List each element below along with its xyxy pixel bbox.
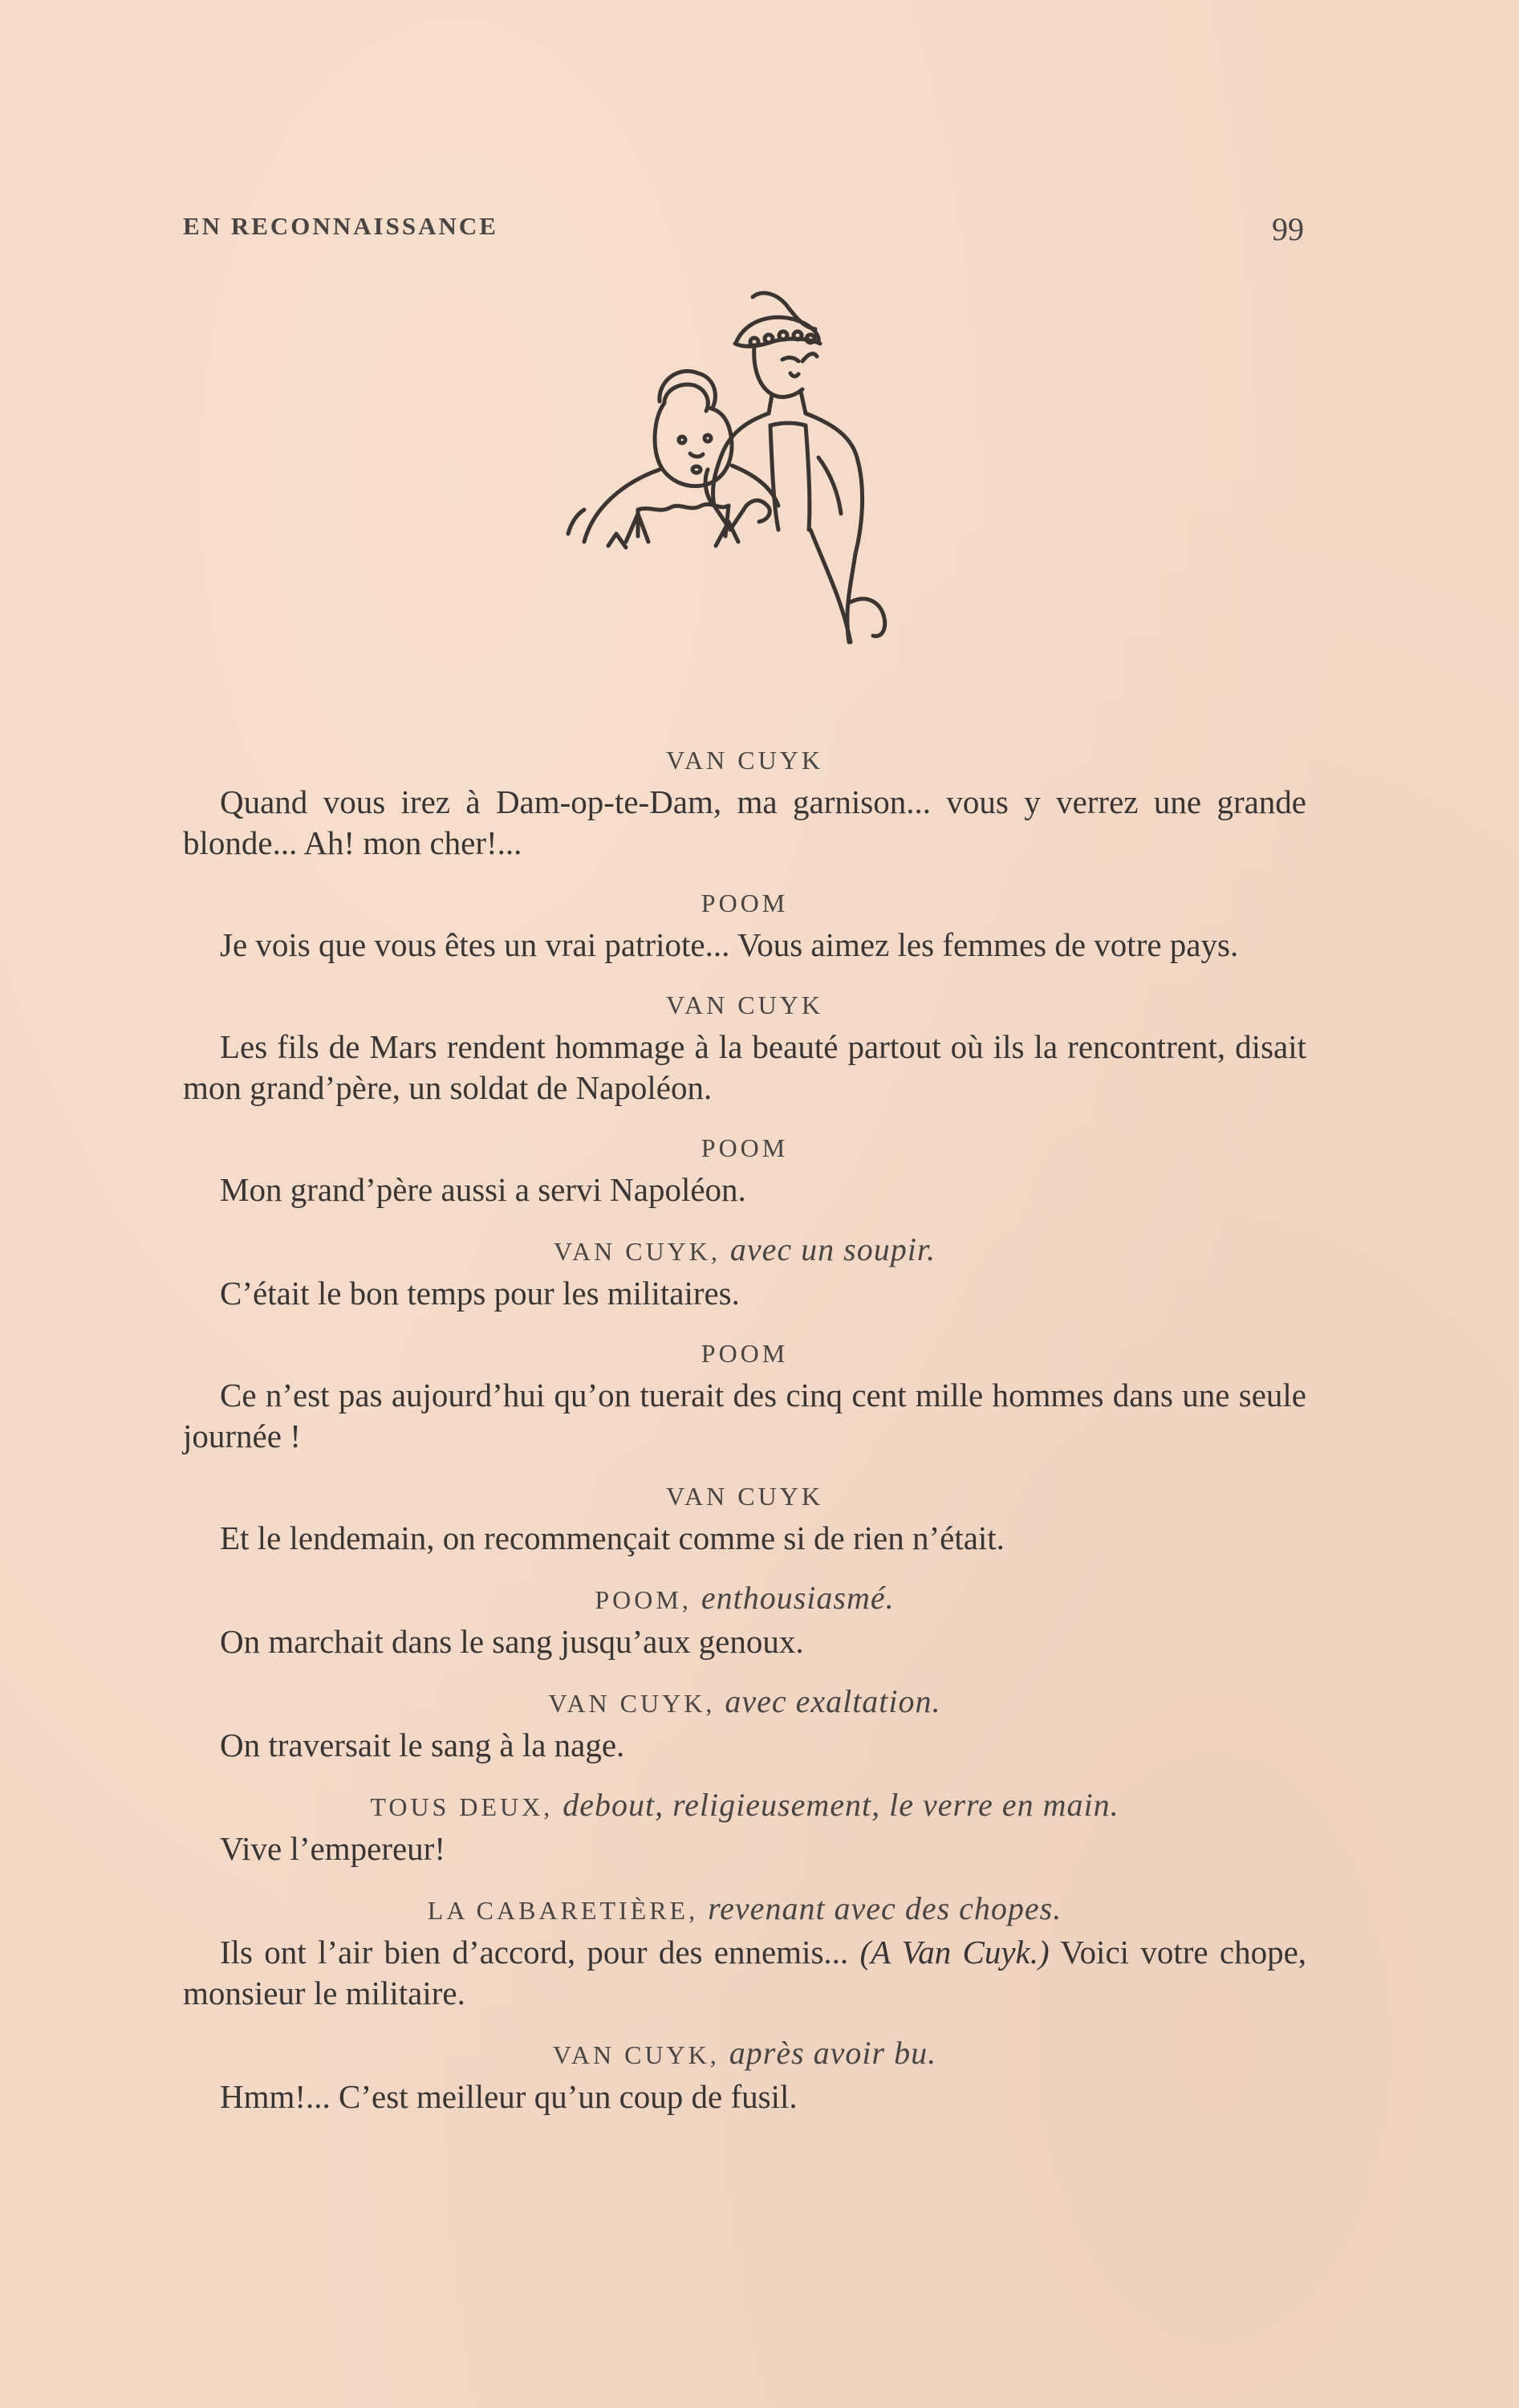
sketch-of-two-women-icon	[473, 265, 1019, 730]
speaker-label: LA CABARETIÈRE, revenant avec des chopes.	[427, 1890, 1062, 1926]
stage-direction: avec un soupir.	[729, 1231, 936, 1267]
stage-direction: avec exaltation.	[725, 1683, 941, 1719]
speaker-label: VAN CUYK	[666, 746, 823, 775]
speech-line: Ils ont l’air bien d’accord, pour des ennemis... (A Van Cuyk.) Voici votre chope, monsieur le militaire.	[183, 1934, 1307, 2011]
stage-direction: après avoir bu.	[729, 2035, 937, 2071]
speech-line: Et le lendemain, on recommençait comme si de rien n’était.	[220, 1519, 1005, 1556]
dialogue	[183, 738, 1306, 2135]
speaker-label: VAN CUYK, avec un soupir.	[554, 1231, 936, 1267]
speaker-label: VAN CUYK, avec exaltation.	[548, 1683, 941, 1719]
speaker-label: POOM	[701, 1133, 789, 1162]
speech-line: Les fils de Mars rendent hommage à la beauté partout où ils la rencontrent, disait mon grand’père, un soldat de Napoléon.	[183, 1028, 1306, 1106]
speech-line: Mon grand’père aussi a servi Napoléon.	[220, 1171, 746, 1208]
speech-line: Ce n’est pas aujourd’hui qu’on tuerait des cinq cent mille hommes dans une seule journée !	[183, 1377, 1306, 1454]
aside: (A Van Cuyk.)	[859, 1934, 1050, 1971]
stage-direction: revenant avec des chopes.	[708, 1890, 1062, 1926]
speaker-label: VAN CUYK	[666, 1482, 823, 1511]
stage-direction: enthousiasmé.	[701, 1580, 895, 1616]
speech-line: On traversait le sang à la nage.	[220, 1727, 625, 1763]
speaker-label: VAN CUYK	[666, 990, 823, 1019]
page-number: 99	[1272, 211, 1304, 247]
speaker-label: VAN CUYK, après avoir bu.	[552, 2035, 937, 2071]
speaker-label: POOM	[701, 889, 789, 917]
speaker-label: POOM	[701, 1339, 789, 1368]
speech-line: On marchait dans le sang jusqu’aux genoux.	[220, 1623, 804, 1660]
stage-direction: debout, religieusement, le verre en main.	[563, 1787, 1119, 1823]
speech-line: Je vois que vous êtes un vrai patriote... Vous aimez les femmes de votre pays.	[220, 926, 1239, 963]
speech-line: Hmm!... C’est meilleur qu’un coup de fusil.	[220, 2078, 798, 2115]
speaker-label: TOUS DEUX, debout, religieusement, le verre en main.	[370, 1787, 1119, 1823]
speech-line: C’était le bon temps pour les militaires.	[220, 1275, 740, 1312]
speaker-label: POOM, enthousiasmé.	[595, 1580, 895, 1616]
running-title: EN RECONNAISSANCE	[183, 212, 498, 240]
speech-line: Quand vous irez à Dam-op-te-Dam, ma garnison... vous y verrez une grande blonde... Ah! mon cher!...	[183, 783, 1306, 861]
speech-line: Vive l’empereur!	[220, 1830, 445, 1867]
